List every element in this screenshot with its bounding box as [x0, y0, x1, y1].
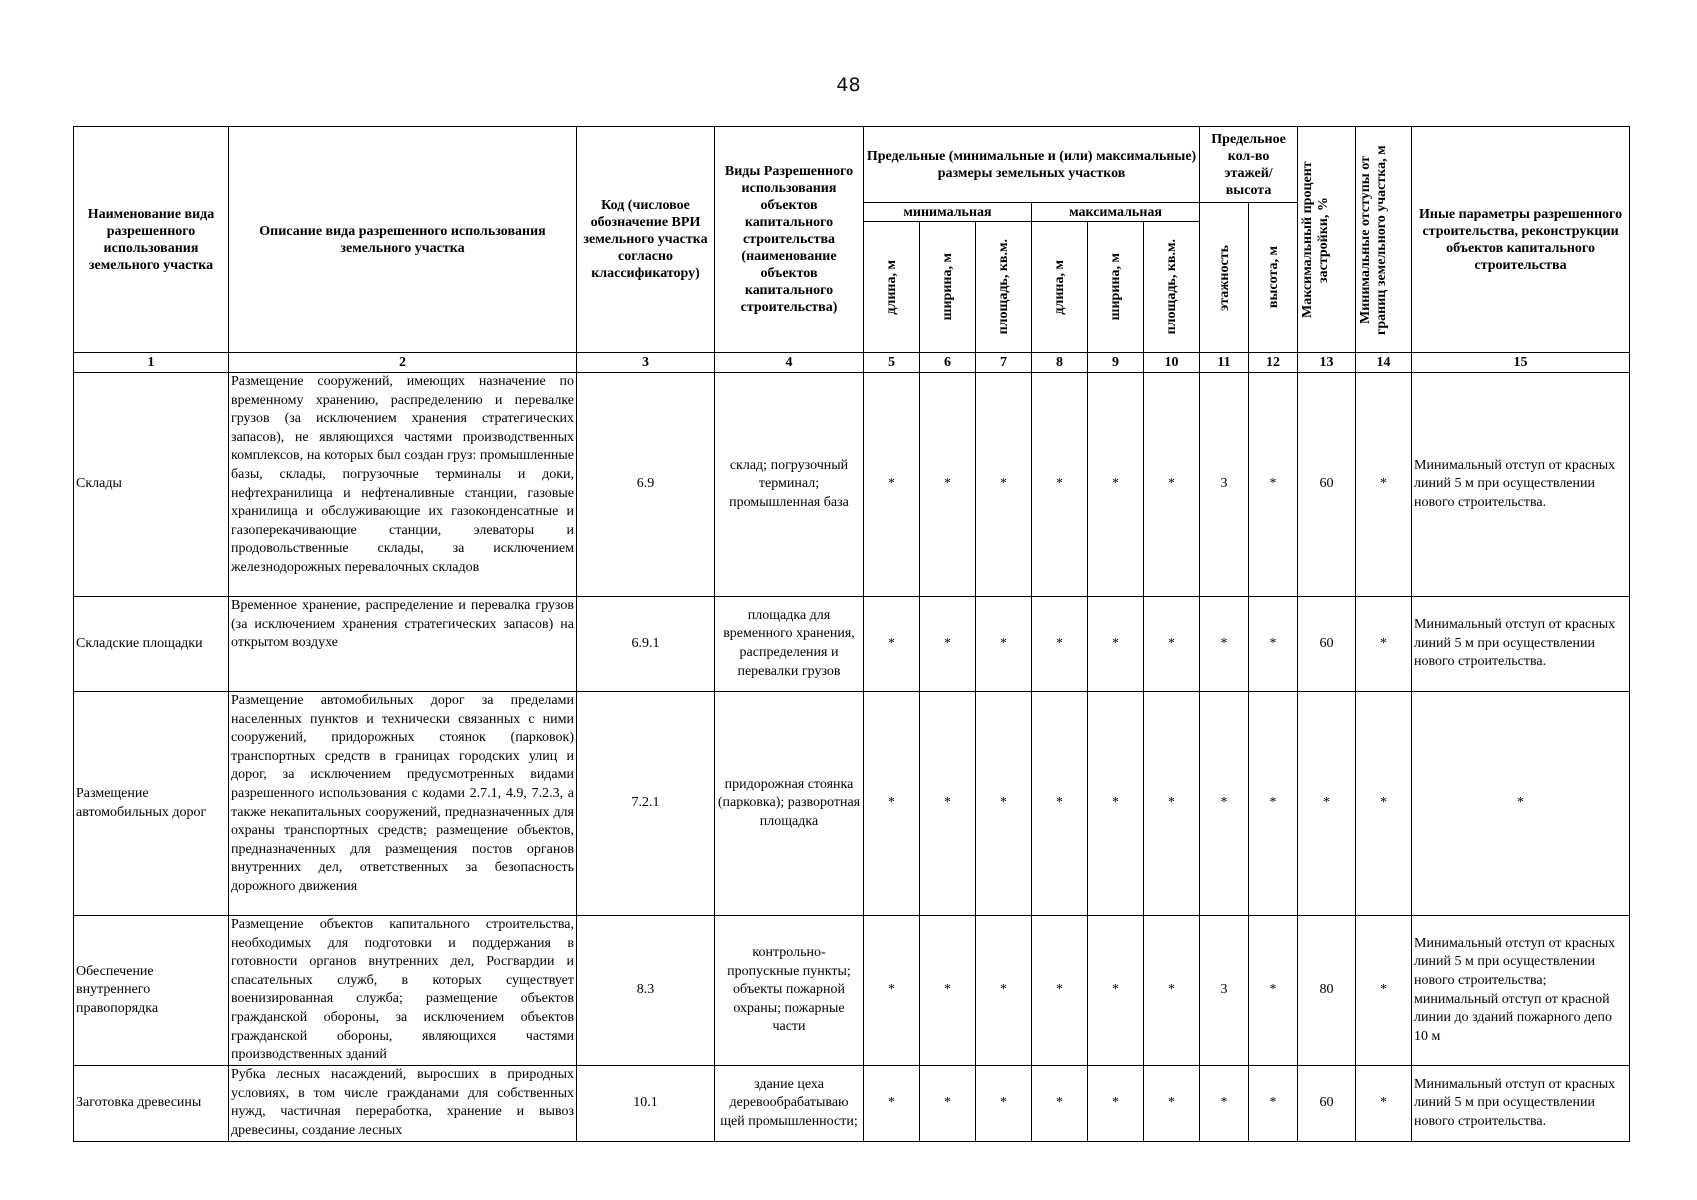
- max-width-value: *: [1088, 597, 1144, 692]
- land-use-name: Склады: [74, 373, 229, 597]
- column-number: 14: [1356, 353, 1412, 373]
- max-width-value: *: [1088, 1066, 1144, 1142]
- table-row: [74, 1066, 1630, 1142]
- header-max-building-percent: Максимальный процент застройки, %: [1298, 127, 1356, 353]
- min-area-value: *: [976, 1066, 1032, 1142]
- column-number: 1: [74, 353, 229, 373]
- header-land-use-name: Наименование вида разрешенного использования земельного участка: [74, 127, 229, 353]
- column-number: 3: [577, 353, 715, 373]
- land-use-regulations-table: [73, 126, 1630, 1142]
- land-use-name: Обеспечение внутреннего правопорядка: [74, 916, 229, 1066]
- floors-value: 3: [1200, 916, 1249, 1066]
- min-area-value: *: [976, 597, 1032, 692]
- header-max-area: площадь, кв.м.: [1144, 222, 1200, 353]
- classifier-code: 7.2.1: [577, 692, 715, 916]
- table-row: [74, 916, 1630, 1066]
- min-area-value: *: [976, 692, 1032, 916]
- header-plot-size-limits: Предельные (минимальные и (или) максимальные) размеры земельных участков: [864, 127, 1200, 203]
- other-parameters: Минимальный отступ от красных линий 5 м при осуществлении нового строительства.: [1412, 597, 1630, 692]
- min-area-value: *: [976, 373, 1032, 597]
- table-row: [74, 692, 1630, 916]
- floors-value: *: [1200, 1066, 1249, 1142]
- header-min-area: площадь, кв.м.: [976, 222, 1032, 353]
- building-percent-value: *: [1298, 692, 1356, 916]
- column-number: 8: [1032, 353, 1088, 373]
- other-parameters: Минимальный отступ от красных линий 5 м при осуществлении нового строительства.: [1412, 1066, 1630, 1142]
- floors-value: 3: [1200, 373, 1249, 597]
- min-length-value: *: [864, 373, 920, 597]
- building-percent-value: 60: [1298, 373, 1356, 597]
- floors-value: *: [1200, 597, 1249, 692]
- column-number: 11: [1200, 353, 1249, 373]
- height-value: *: [1249, 1066, 1298, 1142]
- max-area-value: *: [1144, 916, 1200, 1066]
- min-width-value: *: [920, 692, 976, 916]
- height-value: *: [1249, 597, 1298, 692]
- min-width-value: *: [920, 1066, 976, 1142]
- column-number: 12: [1249, 353, 1298, 373]
- min-width-value: *: [920, 597, 976, 692]
- min-width-value: *: [920, 916, 976, 1066]
- header-other-parameters: Иные параметры разрешенного строительства, реконструкции объектов капитального строительства: [1412, 127, 1630, 353]
- max-area-value: *: [1144, 692, 1200, 916]
- classifier-code: 10.1: [577, 1066, 715, 1142]
- building-percent-value: 80: [1298, 916, 1356, 1066]
- setback-value: *: [1356, 1066, 1412, 1142]
- header-land-use-description: Описание вида разрешенного использования земельного участка: [229, 127, 577, 353]
- max-length-value: *: [1032, 692, 1088, 916]
- max-area-value: *: [1144, 1066, 1200, 1142]
- header-min-length: длина, м: [864, 222, 920, 353]
- max-area-value: *: [1144, 597, 1200, 692]
- header-classifier-code: Код (числовое обозначение ВРИ земельного участка согласно классификатору): [577, 127, 715, 353]
- header-height: высота, м: [1249, 203, 1298, 353]
- max-length-value: *: [1032, 373, 1088, 597]
- table-row: [74, 597, 1630, 692]
- land-use-name: Размещение автомобильных дорог: [74, 692, 229, 916]
- building-percent-value: 60: [1298, 1066, 1356, 1142]
- height-value: *: [1249, 692, 1298, 916]
- column-number: 9: [1088, 353, 1144, 373]
- column-number: 13: [1298, 353, 1356, 373]
- classifier-code: 6.9: [577, 373, 715, 597]
- max-width-value: *: [1088, 916, 1144, 1066]
- header-min-width: ширина, м: [920, 222, 976, 353]
- min-length-value: *: [864, 1066, 920, 1142]
- column-number: 5: [864, 353, 920, 373]
- setback-value: *: [1356, 373, 1412, 597]
- height-value: *: [1249, 916, 1298, 1066]
- min-length-value: *: [864, 692, 920, 916]
- land-use-name: Складские площадки: [74, 597, 229, 692]
- header-floors: этажность: [1200, 203, 1249, 353]
- column-number: 2: [229, 353, 577, 373]
- column-number: 7: [976, 353, 1032, 373]
- other-parameters: *: [1412, 692, 1630, 916]
- header-min-setbacks: Минимальные отступы от границ земельного участка, м: [1356, 127, 1412, 353]
- setback-value: *: [1356, 597, 1412, 692]
- max-area-value: *: [1144, 373, 1200, 597]
- land-use-description: Размещение объектов капитального строительства, необходимых для подготовки и поддержания в готовности органов внутренних дел, Росгвардии и спасательных служб, в которых существует военизированная служба; размещение объектов гражданской обороны, за исключением объектов гражданской обороны, являющихся частями производственных зданий: [229, 916, 577, 1066]
- height-value: *: [1249, 373, 1298, 597]
- construction-objects: придорожная стоянка (парковка); разворотная площадка: [715, 692, 864, 916]
- max-length-value: *: [1032, 916, 1088, 1066]
- construction-objects: площадка для временного хранения, распределения и перевалки грузов: [715, 597, 864, 692]
- min-length-value: *: [864, 597, 920, 692]
- header-max-width: ширина, м: [1088, 222, 1144, 353]
- header-maximum-group: максимальная: [1032, 203, 1200, 222]
- other-parameters: Минимальный отступ от красных линий 5 м при осуществлении нового строительства; минимальный отступ от красной линии до зданий пожарного депо 10 м: [1412, 916, 1630, 1066]
- building-percent-value: 60: [1298, 597, 1356, 692]
- header-max-length: длина, м: [1032, 222, 1088, 353]
- classifier-code: 8.3: [577, 916, 715, 1066]
- column-number: 15: [1412, 353, 1630, 373]
- construction-objects: контрольно-пропускные пункты; объекты пожарной охраны; пожарные части: [715, 916, 864, 1066]
- floors-value: *: [1200, 692, 1249, 916]
- classifier-code: 6.9.1: [577, 597, 715, 692]
- table-row: [74, 373, 1630, 597]
- min-area-value: *: [976, 916, 1032, 1066]
- construction-objects: склад; погрузочный терминал; промышленная база: [715, 373, 864, 597]
- max-width-value: *: [1088, 692, 1144, 916]
- column-number-row: [74, 353, 1630, 373]
- max-length-value: *: [1032, 1066, 1088, 1142]
- setback-value: *: [1356, 916, 1412, 1066]
- column-number: 6: [920, 353, 976, 373]
- max-width-value: *: [1088, 373, 1144, 597]
- min-width-value: *: [920, 373, 976, 597]
- header-minimum-group: минимальная: [864, 203, 1032, 222]
- land-use-description: Рубка лесных насаждений, выросших в природных условиях, в том числе гражданами для собственных нужд, частичная переработка, хранение и вывоз древесины, создание лесных: [229, 1066, 577, 1142]
- construction-objects: здание цеха деревообрабатываю щей промышленности;: [715, 1066, 864, 1142]
- header-floors-height-limits: Предельное кол-во этажей/ высота: [1200, 127, 1298, 203]
- setback-value: *: [1356, 692, 1412, 916]
- page-number: 48: [836, 74, 861, 96]
- land-use-description: Временное хранение, распределение и перевалка грузов (за исключением хранения стратегических запасов) на открытом воздухе: [229, 597, 577, 692]
- land-use-description: Размещение сооружений, имеющих назначение по временному хранению, распределению и перевалке грузов (за исключением хранения стратегических запасов), не являющихся частями производственных комплексов, на которых был создан груз: промышленные базы, склады, погрузочные терминалы и доки, нефтехранилища и нефтеналивные станции, газовые хранилища и обслуживающие их газоконденсатные и газоперекачивающие станции, элеваторы и продовольственные склады, за исключением железнодорожных перевалочных складов: [229, 373, 577, 597]
- land-use-description: Размещение автомобильных дорог за пределами населенных пунктов и технически связанных с ними сооружений, придорожных стоянок (парковок) транспортных средств в границах городских улиц и дорог, за исключением предусмотренных видами разрешенного использования с кодами 2.7.1, 4.9, 7.2.3, а также некапитальных сооружений, предназначенных для охраны транспортных средств; размещение объектов, предназначенных для размещения постов органов внутренних дел, ответственных за безопасность дорожного движения: [229, 692, 577, 916]
- other-parameters: Минимальный отступ от красных линий 5 м при осуществлении нового строительства.: [1412, 373, 1630, 597]
- min-length-value: *: [864, 916, 920, 1066]
- land-use-name: Заготовка древесины: [74, 1066, 229, 1142]
- column-number: 10: [1144, 353, 1200, 373]
- column-number: 4: [715, 353, 864, 373]
- max-length-value: *: [1032, 597, 1088, 692]
- header-construction-use-types: Виды Разрешенного использования объектов капитального строительства (наименование объектов капитального строительства): [715, 127, 864, 353]
